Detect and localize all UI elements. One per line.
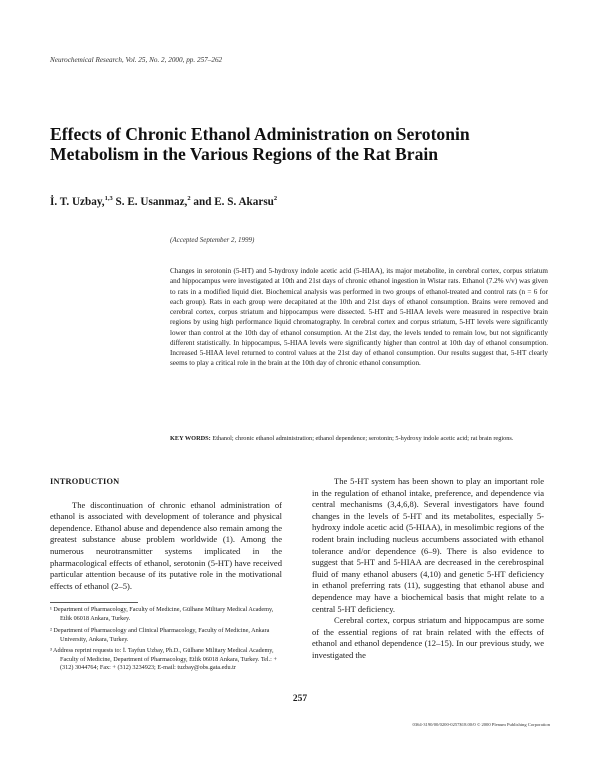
journal-citation: Neurochemical Research, Vol. 25, No. 2, 2000, pp. 257–262 [50,56,223,64]
accepted-date: (Accepted September 2, 1999) [170,236,255,244]
keywords-text: Ethanol; chronic ethanol administration; ethanol dependence; serotonin; 5-hydroxy indole acetic acid; rat brain regions. [212,435,514,442]
footnote: ² Department of Pharmacology and Clinical Pharmacology, Faculty of Medicine, Ankara University, Ankara, Turkey. [50,627,270,643]
page-number: 257 [292,694,308,704]
author-name: E. S. Akarsu [214,196,274,208]
copyright-line: 0364-3190/00/0200-0257$18.00/0 © 2000 Plenum Publishing Corporation [412,722,550,727]
footnote: ¹ Department of Pharmacology, Faculty of Medicine, Gülhane Military Medical Academy, Etlik 06018 Ankara, Turkey. [50,606,274,622]
author-affiliation-marker: 1,3 [104,195,113,202]
author-affiliation-marker: 2 [187,195,191,202]
author-name: S. E. Usanmaz, [115,196,188,208]
article-title [50,124,550,164]
keywords-label: KEY WORDS: [170,435,211,442]
footnote: ³ Address reprint requests to: İ. Tayfun Uzbay, Ph.D., Gülhane Military Medical Academy, Faculty of Medicine, Department of Pharmacology, Etlik 06018 Ankara, Turkey. Tel.: + (312) 3044764; Fax: + (312) 3234923; E-mail: tuzbay@obs.gata.edu.tr [50,647,277,672]
title-line-2: Metabolism in the Various Regions of the Rat Brain [50,144,439,164]
title-line-1: Effects of Chronic Ethanol Administration on Serotonin [50,124,470,144]
author-connector: and [193,196,212,208]
right-column [312,476,544,662]
abstract: Changes in serotonin (5-HT) and 5-hydroxy indole acetic acid (5-HIAA), its major metabolite, in cerebral cortex, corpus striatum and hippocampus were investigated at 10th and 21st days of chronic ethanol ingestion in Wistar rats. Ethanol (7.2% v/v) was given to rats in a modified liquid diet. Biochemical analysis was performed in two groups of ethanol-treated and control rats (n = 6 for each group). Rats in each group were decapitated at the 10th and 21st days of ethanol consumption. Brains were removed and cerebral cortex, corpus striatum and hippocampus were dissected. 5-HT and 5-HIAA levels were measured in respective brain regions by using high performance liquid chromatography. In cerebral cortex and corpus striatum, 5-HT levels were significantly lower than control at the 10th day of ethanol consumption. At the 21st day, the levels tended to remain low, but not significantly different statistically. In hippocampus, 5-HIAA levels were significantly higher than control at 10th day of ethanol consumption. Increased 5-HIAA level returned to control values at the 21st day of ethanol consumption. Our results suggest that, 5-HT clearly seems to play a critical role in the brain at the 10th day of chronic ethanol consumption. [170,267,548,368]
left-column [50,476,282,592]
section-heading: INTRODUCTION [50,477,120,486]
keywords [170,434,548,444]
author-affiliation-marker: 2 [273,195,278,202]
body-paragraph: The 5-HT system has been shown to play an important role in the regulation of ethanol intake, preference, and dependence via central mechanisms (3,4,6,8). Several investigators have found changes in the levels of 5-HT and its metabolites, especially 5-hydroxy indole acetic acid (5-HIAA), in mesolimbic regions of the rodent brain including nucleus accumbens associated with ethanol tolerance and/or dependence (6–9). There is also evidence to suggest that 5-HT and 5-HIAA are decreased in the cerebrospinal fluid of many ethanol abusers (4,10) and genetic 5-HT deficiency in ethanol preferring rats (11), suggesting that ethanol abuse and dependence may have a biochemical basis that might relate to a central 5-HT deficiency. [312,476,544,614]
body-paragraph: The discontinuation of chronic ethanol administration of ethanol is associated with development of tolerance and physical dependence. Ethanol abuse and dependence also remain among the greatest substance abuse problem worldwide (1). Among the numerous neurotransmitter systems implicated in the pharmacological effects of ethanol, serotonin (5-HT) have received particular attention because of its putative role in the motivational effects of ethanol (2–5). [50,499,282,591]
body-paragraph: Cerebral cortex, corpus striatum and hippocampus are some of the essential regions of rat brain related with the effects of ethanol and ethanol dependence (12–15). In our previous study, we investigated the [312,615,544,660]
footnote-divider [50,602,138,603]
author-list [50,196,277,208]
author-name: İ. T. Uzbay, [50,196,105,208]
